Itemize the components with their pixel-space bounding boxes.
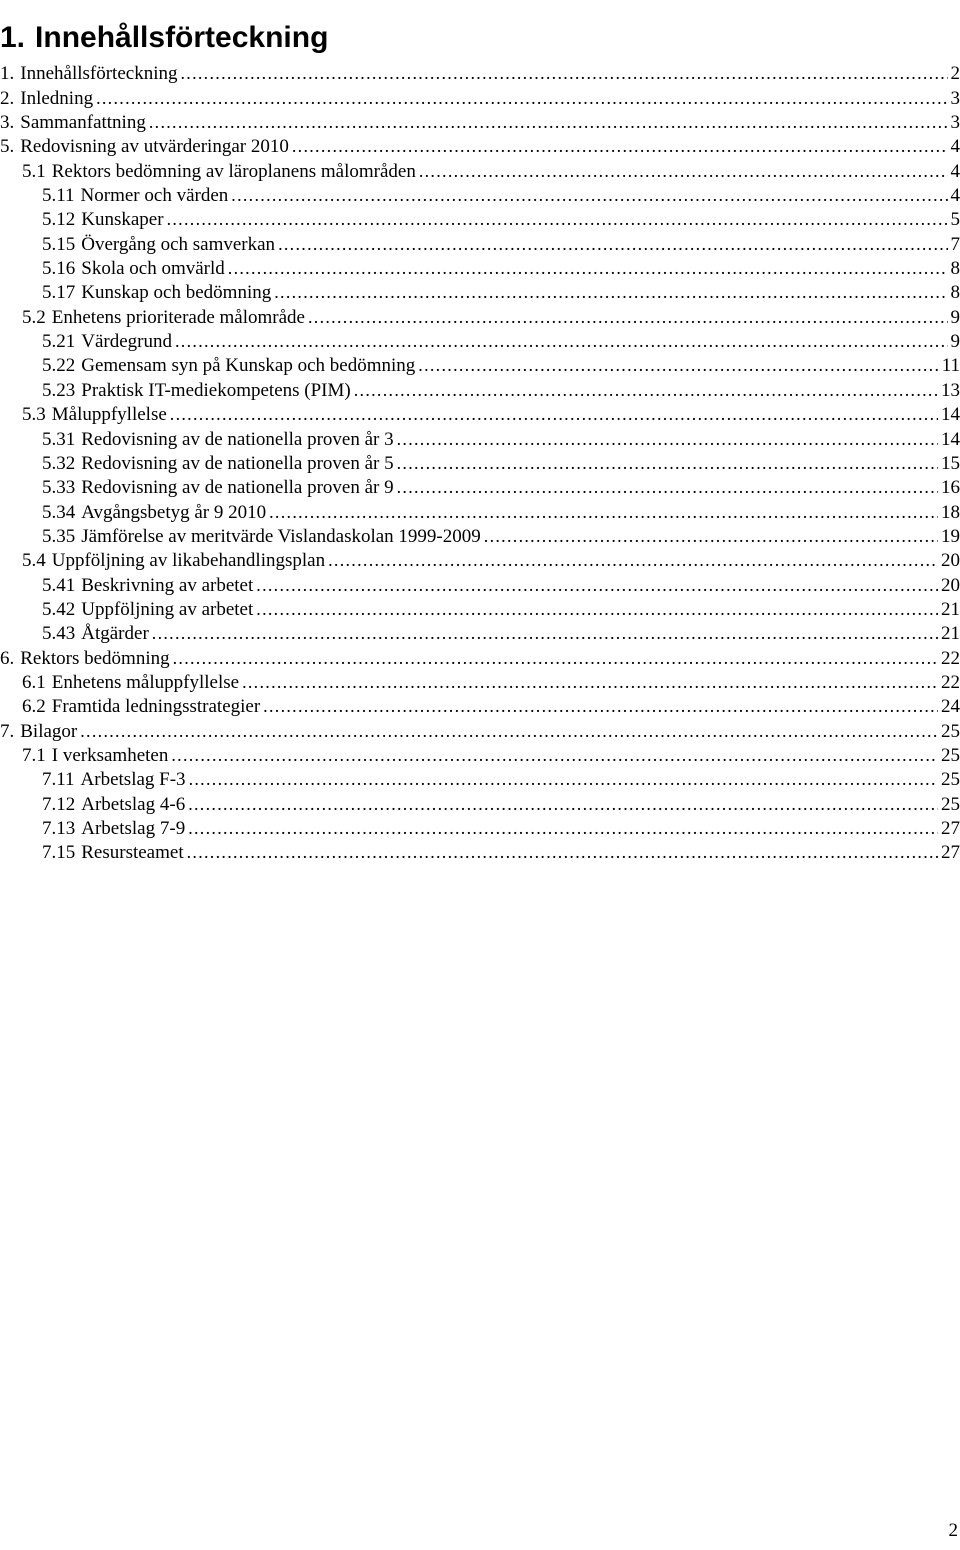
toc-entry[interactable]	[0, 329, 960, 353]
toc-entry-title: Uppföljning av arbetet	[81, 598, 254, 620]
toc-entry-page: 3	[950, 87, 960, 109]
toc-entry-page: 19	[941, 525, 960, 547]
toc-entry-title: Redovisning av de nationella proven år 3	[81, 428, 394, 450]
toc-entry[interactable]	[0, 402, 960, 426]
toc-entry-page: 7	[950, 233, 960, 255]
toc-entry-number: 5.3	[22, 404, 46, 426]
toc-dot-leader	[149, 111, 948, 134]
toc-dot-leader	[263, 695, 938, 718]
toc-entry-number: 7.15	[42, 842, 76, 864]
toc-dot-leader	[397, 476, 938, 499]
toc-entry-number: 5.11	[42, 185, 75, 207]
toc-entry-title: Åtgärder	[81, 623, 149, 645]
toc-dot-leader	[397, 452, 938, 475]
toc-entry-page: 15	[941, 452, 960, 474]
toc-entry[interactable]	[0, 670, 960, 694]
toc-entry-number: 7.13	[42, 818, 76, 839]
toc-entry-number: 5.16	[42, 258, 76, 280]
toc-entry-page: 22	[941, 671, 960, 693]
toc-entry-number: 1.	[0, 63, 15, 85]
toc-entry-page: 25	[941, 793, 960, 815]
toc-entry[interactable]	[0, 791, 960, 815]
toc-entry-title: Enhetens måluppfyllelse	[51, 671, 240, 693]
toc-dot-leader	[171, 744, 938, 767]
toc-entry[interactable]	[0, 718, 960, 742]
toc-dot-leader	[173, 647, 938, 670]
toc-entry-page: 20	[941, 574, 960, 596]
toc-entry-number: 5.4	[22, 550, 46, 572]
toc-entry-number: 6.2	[22, 696, 46, 718]
toc-dot-leader	[80, 720, 938, 743]
toc-entry-page: 21	[941, 598, 960, 620]
toc-entry-page: 3	[950, 112, 960, 134]
toc-entry-title: Värdegrund	[81, 331, 172, 353]
toc-entry[interactable]	[0, 548, 960, 572]
toc-entry-number: 3.	[0, 112, 15, 134]
toc-entry-number: 7.11	[42, 769, 75, 791]
toc-dot-leader	[189, 768, 938, 791]
toc-entry-title: Arbetslag F-3	[80, 769, 186, 791]
toc-entry-number: 5.42	[42, 598, 76, 620]
toc-entry[interactable]	[0, 743, 960, 767]
toc-entry-number: 5.17	[42, 282, 76, 304]
toc-dot-leader	[484, 525, 938, 548]
toc-entry-page: 27	[941, 818, 960, 839]
toc-entry-title: Innehållsförteckning	[20, 63, 178, 85]
toc-entry[interactable]	[0, 451, 960, 475]
toc-dot-leader	[278, 233, 947, 256]
toc-entry-number: 7.	[0, 720, 15, 742]
toc-entry-number: 5.12	[42, 209, 76, 231]
toc-entry-title: Måluppfyllelse	[51, 404, 167, 426]
toc-entry-title: Rektors bedömning av läroplanens målområden	[51, 160, 416, 182]
toc-entry-page: 14	[941, 404, 960, 426]
toc-entry-page: 14	[941, 428, 960, 450]
page-number: 2	[948, 1520, 958, 1541]
toc-dot-leader	[242, 671, 938, 694]
toc-entry-number: 5.	[0, 136, 15, 158]
toc-entry-page: 2	[950, 63, 960, 85]
toc-entry-page: 5	[950, 209, 960, 231]
toc-entry-page: 13	[941, 379, 960, 401]
toc-dot-leader	[418, 354, 938, 377]
toc-dot-leader	[188, 817, 938, 840]
toc-entry[interactable]	[0, 645, 960, 669]
toc-entry-page: 22	[941, 647, 960, 669]
toc-entry-title: I verksamheten	[51, 744, 169, 766]
toc-entry-number: 5.21	[42, 331, 76, 353]
toc-entry[interactable]	[0, 353, 960, 377]
toc-dot-leader	[354, 379, 938, 402]
toc-entry-page: 27	[941, 842, 960, 864]
toc-dot-leader	[292, 135, 948, 158]
toc-entry-page: 4	[950, 185, 960, 207]
toc-entry[interactable]	[0, 621, 960, 645]
toc-entry-title: Arbetslag 4-6	[81, 793, 186, 815]
toc-entry-page: 25	[941, 744, 960, 766]
toc-entry[interactable]	[0, 256, 960, 280]
toc-entry-title: Rektors bedömning	[20, 647, 170, 669]
toc-entry-title: Jämförelse av meritvärde Vislandaskolan 1999-2009	[81, 525, 481, 547]
toc-entry-number: 6.1	[22, 671, 46, 693]
toc-entry-number: 2.	[0, 87, 15, 109]
toc-entry[interactable]	[0, 572, 960, 596]
toc-entry-title: Gemensam syn på Kunskap och bedömning	[81, 355, 416, 377]
toc-entry[interactable]	[0, 207, 960, 231]
toc-entry-number: 5.31	[42, 428, 76, 450]
toc-entry[interactable]	[0, 475, 960, 499]
toc-entry-title: Resursteamet	[81, 842, 184, 864]
toc-entry-page: 9	[950, 306, 960, 328]
toc-entry-number: 5.41	[42, 574, 76, 596]
toc-entry-title: Normer och värden	[80, 185, 229, 207]
toc-entry[interactable]	[0, 134, 960, 158]
toc-entry-page: 11	[941, 355, 960, 377]
toc-entry[interactable]	[0, 231, 960, 255]
toc-entry-page: 8	[950, 258, 960, 280]
toc-entry-title: Skola och omvärld	[81, 258, 225, 280]
toc-entry-title: Bilagor	[20, 720, 78, 742]
toc-entry[interactable]	[0, 426, 960, 450]
toc-entry-title: Beskrivning av arbetet	[81, 574, 254, 596]
toc-entry-page: 4	[950, 136, 960, 158]
toc-entry-number: 5.22	[42, 355, 76, 377]
toc-entry-title: Kunskap och bedömning	[81, 282, 272, 304]
toc-entry-title: Kunskaper	[81, 209, 164, 231]
toc-entry-page: 4	[950, 160, 960, 182]
toc-dot-leader	[188, 793, 938, 816]
toc-entry-title: Redovisning av utvärderingar 2010	[20, 136, 289, 158]
toc-dot-leader	[308, 306, 948, 329]
toc-entry-number: 7.12	[42, 793, 76, 815]
toc-entry[interactable]	[0, 110, 960, 134]
toc-dot-leader	[180, 62, 947, 85]
toc-dot-leader	[256, 574, 938, 597]
toc-entry-title: Inledning	[20, 87, 94, 109]
toc-entry-title: Avgångsbetyg år 9 2010	[81, 501, 267, 523]
toc-dot-leader	[274, 281, 947, 304]
toc-entry-page: 16	[941, 477, 960, 499]
toc-entry[interactable]	[0, 304, 960, 328]
toc-entry[interactable]	[0, 61, 960, 85]
table-of-contents	[0, 61, 960, 864]
toc-entry-number: 5.15	[42, 233, 76, 255]
toc-dot-leader	[152, 622, 938, 645]
toc-entry[interactable]	[0, 597, 960, 621]
toc-entry[interactable]	[0, 767, 960, 791]
toc-entry-title: Redovisning av de nationella proven år 5	[81, 452, 394, 474]
toc-dot-leader	[269, 501, 938, 524]
toc-dot-leader	[231, 184, 947, 207]
toc-entry-page: 18	[941, 501, 960, 523]
toc-entry-number: 5.32	[42, 452, 76, 474]
toc-entry[interactable]	[0, 183, 960, 207]
toc-entry-title: Arbetslag 7-9	[81, 818, 186, 839]
toc-entry[interactable]	[0, 524, 960, 548]
toc-dot-leader	[328, 549, 938, 572]
toc-dot-leader	[167, 208, 948, 231]
toc-dot-leader	[419, 160, 948, 183]
toc-entry[interactable]	[0, 499, 960, 523]
toc-entry-title: Praktisk IT-mediekompetens (PIM)	[81, 379, 351, 401]
toc-entry-number: 5.34	[42, 501, 76, 523]
page-title	[0, 20, 328, 56]
toc-entry-number: 7.1	[22, 744, 46, 766]
toc-entry-number: 5.35	[42, 525, 76, 547]
toc-entry-number: 5.23	[42, 379, 76, 401]
toc-dot-leader	[170, 403, 938, 426]
toc-entry[interactable]	[0, 280, 960, 304]
toc-entry-page: 21	[941, 623, 960, 645]
toc-entry[interactable]	[0, 694, 960, 718]
toc-entry-page: 9	[950, 331, 960, 353]
toc-dot-leader	[397, 428, 938, 451]
toc-entry-title: Uppföljning av likabehandlingsplan	[51, 550, 326, 572]
toc-entry-title: Framtida ledningsstrategier	[51, 696, 261, 718]
toc-entry[interactable]	[0, 158, 960, 182]
toc-entry-number: 5.33	[42, 477, 76, 499]
toc-dot-leader	[96, 87, 947, 110]
toc-entry[interactable]	[0, 377, 960, 401]
toc-entry-title: Redovisning av de nationella proven år 9	[81, 477, 394, 499]
toc-dot-leader	[256, 598, 938, 621]
heading-title: Innehållsförteckning	[35, 21, 329, 55]
toc-entry-page: 8	[950, 282, 960, 304]
toc-entry-page: 25	[941, 720, 960, 742]
toc-entry-title: Övergång och samverkan	[81, 233, 276, 255]
toc-dot-leader	[187, 841, 938, 864]
toc-entry[interactable]	[0, 840, 960, 864]
toc-entry-title: Enhetens prioriterade målområde	[51, 306, 305, 328]
toc-dot-leader	[175, 330, 948, 353]
toc-entry[interactable]	[0, 816, 960, 840]
toc-entry-page: 25	[941, 769, 960, 791]
heading-number: 1.	[0, 21, 26, 55]
toc-entry-number: 5.1	[22, 160, 46, 182]
toc-entry-number: 6.	[0, 647, 15, 669]
toc-entry-page: 24	[941, 696, 960, 718]
toc-dot-leader	[228, 257, 948, 280]
toc-entry-number: 5.43	[42, 623, 76, 645]
toc-entry[interactable]	[0, 85, 960, 109]
toc-entry-page: 20	[941, 550, 960, 572]
toc-entry-number: 5.2	[22, 306, 46, 328]
toc-entry-title: Sammanfattning	[20, 112, 146, 134]
